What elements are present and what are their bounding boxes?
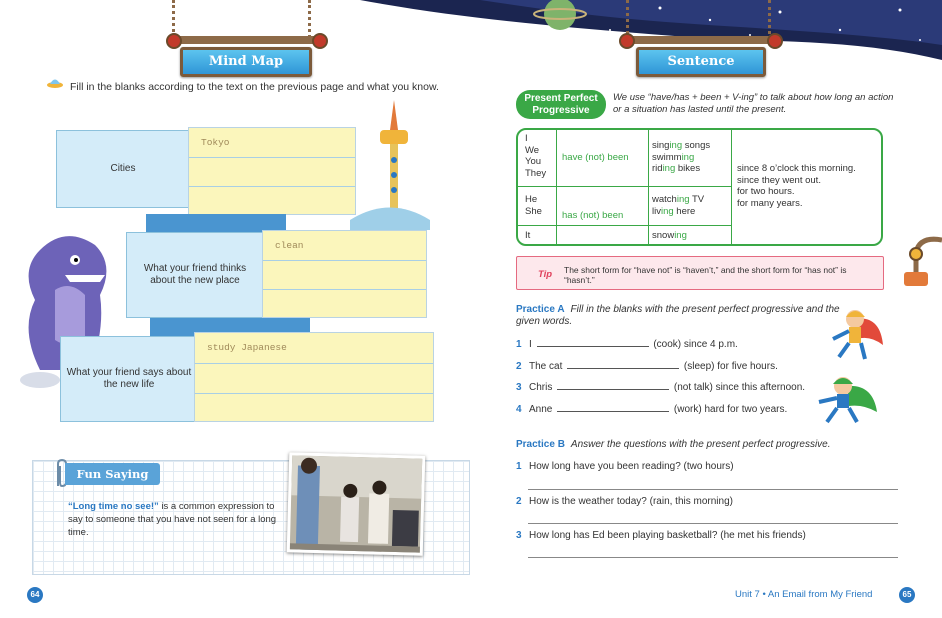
practice-a-heading: Practice A Fill in the blanks with the present perfect progressive and the given words.	[516, 304, 840, 327]
practice-b-heading: Practice B Answer the questions with the present perfect progressive.	[516, 439, 831, 450]
answer-blank[interactable]	[537, 338, 649, 347]
practice-b-question: 3 How long has Ed been playing basketball? (he met his friends)	[516, 530, 806, 541]
fun-saying-title: Fun Saying	[65, 463, 160, 485]
answer-blank[interactable]	[557, 381, 669, 390]
example-word: Tokyo	[201, 137, 230, 148]
answer-line[interactable]	[528, 523, 898, 524]
tip-label: Tip	[538, 269, 553, 280]
grammar-aux-have: have (not) been	[562, 152, 629, 163]
mind-map-label-cities: Cities	[56, 130, 190, 208]
tower-icon	[350, 100, 430, 230]
grammar-subject-3: It	[525, 230, 531, 241]
grammar-verb-3: snowing	[652, 230, 687, 241]
mind-map-title: Mind Map	[180, 47, 312, 77]
page-number-right: 65	[899, 587, 915, 603]
mind-map-answer-friend-thinks[interactable]	[262, 230, 427, 318]
chain-decoration	[308, 0, 314, 38]
superhero-girl-icon	[825, 305, 885, 363]
sign-bar	[625, 36, 777, 44]
fun-saying-text: “Long time no see!” is a common expression to say to someone that you have not seen for a long time.	[68, 501, 277, 538]
practice-b-question: 1 How long have you been reading? (two hours)	[516, 461, 734, 472]
answer-blank[interactable]	[557, 403, 669, 412]
mind-map-label-friend-thinks: What your friend thinks about the new place	[126, 232, 264, 318]
robot-arm-icon	[890, 232, 942, 292]
grammar-description: We use “have/has + been + V-ing” to talk about how long an action or a situation has lasted until the present.	[613, 92, 894, 115]
grammar-subjects-2: He She	[525, 194, 542, 217]
practice-a-item: 2 The cat (sleep) for five hours.	[516, 361, 778, 372]
grammar-aux-has: has (not) been	[562, 210, 624, 221]
example-word: clean	[275, 240, 304, 251]
answer-line[interactable]	[528, 557, 898, 558]
practice-a-item: 3 Chris (not talk) since this afternoon.	[516, 382, 806, 393]
practice-a-item: 1 I (cook) since 4 p.m.	[516, 339, 738, 350]
sentence-pattern-title: Sentence Pattern 1	[636, 47, 766, 77]
sign-bar	[172, 36, 322, 44]
ufo-icon	[46, 74, 64, 92]
present-perfect-progressive-badge: Present Perfect Progressive	[516, 90, 606, 119]
practice-a-item: 4 Anne (work) hard for two years.	[516, 404, 788, 415]
unit-footer: Unit 7 • An Email from My Friend	[735, 589, 873, 600]
mind-map-answer-friend-says[interactable]	[194, 332, 434, 422]
answer-blank[interactable]	[567, 360, 679, 369]
example-word: study Japanese	[207, 342, 287, 353]
practice-b-question: 2 How is the weather today? (rain, this morning)	[516, 496, 733, 507]
fun-saying-quote: “Long time no see!”	[68, 501, 159, 512]
tip-text: The short form for “have not” is “haven’t,” and the short form for “has not” is “hasn’t.”	[564, 265, 847, 285]
people-greeting-photo	[287, 452, 426, 556]
mind-map-answer-cities[interactable]	[188, 127, 356, 215]
grammar-verbs-1: singing songs swimming riding bikes	[652, 140, 711, 174]
grammar-subjects-1: I We You They	[525, 133, 547, 179]
answer-line[interactable]	[528, 489, 898, 490]
grammar-time-expressions: since 8 o’clock this morning. since they went out. for two hours. for many years.	[737, 163, 856, 209]
mind-map-instruction: Fill in the blanks according to the text on the previous page and what you know.	[70, 81, 439, 93]
page-number-left: 64	[27, 587, 43, 603]
superhero-boy-icon	[813, 372, 879, 428]
grammar-verbs-2: watching TV living here	[652, 194, 705, 217]
mind-map-label-friend-says: What your friend says about the new life	[60, 336, 198, 422]
